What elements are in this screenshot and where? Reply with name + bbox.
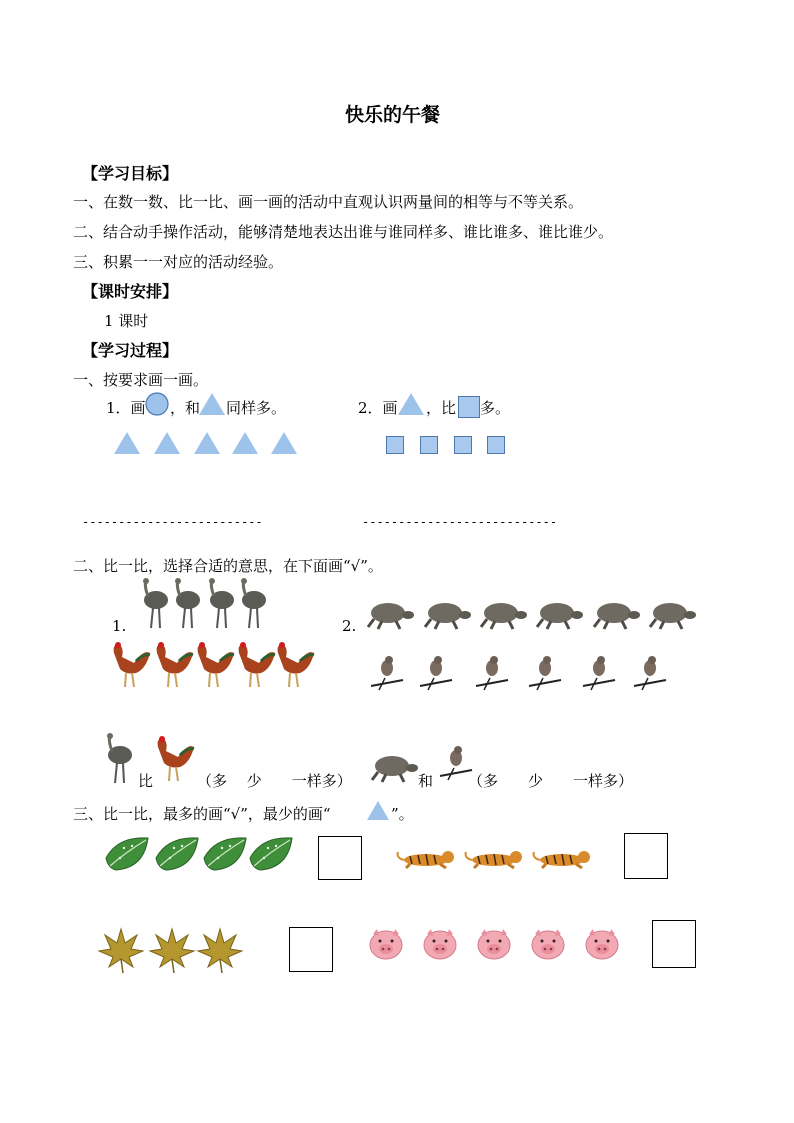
green-leaf-icon <box>154 834 200 874</box>
turtle-icon <box>423 599 471 629</box>
bird-on-branch-icon <box>420 656 452 692</box>
turtle-icon <box>479 599 527 629</box>
green-leaf-icon <box>248 834 294 874</box>
section1-title: 一、按要求画一画。 <box>73 371 209 389</box>
maple-leaf-icon <box>196 927 244 975</box>
schedule-heading: 【课时安排】 <box>82 282 179 301</box>
rooster-icon <box>152 735 196 785</box>
q2-mid: ，比 <box>426 399 457 417</box>
section2-title: 二、比一比，选择合适的意思，在下面画“√”。 <box>73 557 383 575</box>
rooster-icon <box>272 641 316 691</box>
bird-on-branch-icon <box>529 656 561 692</box>
maple-leaf-icon <box>148 927 196 975</box>
square-shape <box>454 436 472 454</box>
schedule-text: 1 课时 <box>104 312 149 330</box>
answer-line-1[interactable]: ------------------------- <box>82 515 263 529</box>
triangle-icon <box>367 801 389 820</box>
turtle-icon <box>592 599 640 629</box>
pig-icon <box>531 928 565 960</box>
rooster-icon <box>192 641 236 691</box>
turtle-icon <box>648 599 696 629</box>
triangle-icon <box>398 393 424 415</box>
circle-icon <box>144 391 170 417</box>
square-shape <box>420 436 438 454</box>
bird-on-branch-icon <box>583 656 615 692</box>
turtle-icon <box>370 752 418 782</box>
triangle-shape <box>114 432 140 454</box>
ostrich-icon <box>236 578 268 630</box>
q2-end: 多。 <box>480 399 511 417</box>
turtle-icon <box>366 599 414 629</box>
q1-mid: ，和 <box>170 399 201 417</box>
objectives-heading: 【学习目标】 <box>82 164 179 183</box>
group-label-2: 2. <box>342 617 357 635</box>
compare-choices-1[interactable]: （多 少 一样多） <box>197 772 352 790</box>
ostrich-icon <box>170 578 202 630</box>
ostrich-icon <box>138 578 170 630</box>
objective-1: 一、在数一数、比一比、画一画的活动中直观认识两量间的相等与不等关系。 <box>73 193 584 211</box>
triangle-icon <box>199 393 225 415</box>
pig-icon <box>369 928 403 960</box>
section3-title-start: 三、比一比，最多的画“√”，最少的画“ <box>73 805 331 823</box>
square-shape <box>386 436 404 454</box>
bird-on-branch-icon <box>371 656 403 692</box>
triangle-shape <box>194 432 220 454</box>
ostrich-icon <box>102 733 134 785</box>
section3-title-end: ”。 <box>391 805 414 823</box>
turtle-icon <box>535 599 583 629</box>
tiger-icon <box>464 848 524 872</box>
page-title: 快乐的午餐 <box>345 104 441 126</box>
compare-choices-2[interactable]: （多 少 一样多） <box>468 772 634 790</box>
bird-on-branch-icon <box>476 656 508 692</box>
answer-box-leaves[interactable] <box>318 836 362 880</box>
triangle-shape <box>271 432 297 454</box>
triangle-shape <box>232 432 258 454</box>
q2-prefix: 2．画 <box>358 399 398 417</box>
triangle-shape <box>154 432 180 454</box>
rooster-icon <box>233 641 277 691</box>
q1-prefix: 1．画 <box>106 399 146 417</box>
answer-box-maple[interactable] <box>289 927 333 972</box>
answer-line-2[interactable]: --------------------------- <box>362 515 558 529</box>
compare-word-1: 比 <box>138 772 154 790</box>
square-icon <box>458 396 480 418</box>
tiger-icon <box>396 848 456 872</box>
objective-3: 三、积累一一对应的活动经验。 <box>73 253 284 271</box>
ostrich-icon <box>204 578 236 630</box>
rooster-icon <box>108 641 152 691</box>
green-leaf-icon <box>104 834 150 874</box>
maple-leaf-icon <box>97 927 145 975</box>
answer-box-pigs[interactable] <box>652 920 696 968</box>
bird-on-branch-icon <box>634 656 666 692</box>
pig-icon <box>585 928 619 960</box>
answer-box-tigers[interactable] <box>624 833 668 879</box>
rooster-icon <box>151 641 195 691</box>
square-shape <box>487 436 505 454</box>
tiger-icon <box>532 848 592 872</box>
group-label-1: 1. <box>112 617 127 635</box>
pig-icon <box>477 928 511 960</box>
process-heading: 【学习过程】 <box>82 341 179 360</box>
compare-word-2: 和 <box>418 772 434 790</box>
green-leaf-icon <box>202 834 248 874</box>
objective-2: 二、结合动手操作活动，能够清楚地表达出谁与谁同样多、谁比谁多、谁比谁少。 <box>73 223 614 241</box>
q1-end: 同样多。 <box>226 399 287 417</box>
pig-icon <box>423 928 457 960</box>
